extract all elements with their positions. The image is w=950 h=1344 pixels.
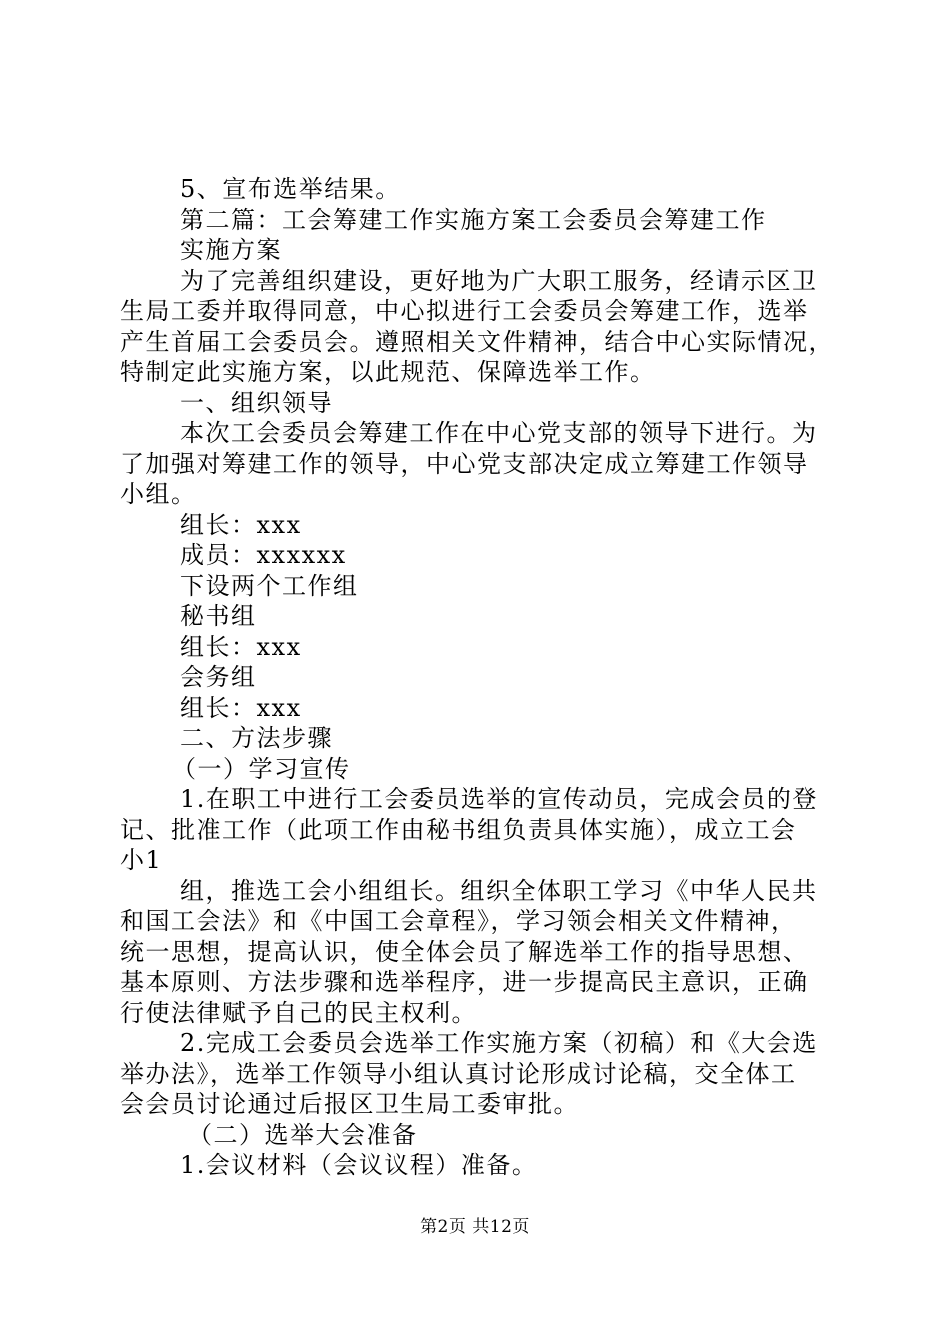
text-line: 会会员讨论通过后报区卫生局工委审批。 bbox=[120, 1090, 579, 1118]
text-line: 本次工会委员会筹建工作在中心党支部的领导下进行。为 bbox=[180, 419, 818, 447]
text-line: 基本原则、方法步骤和选举程序，进一步提高民主意识，正确 bbox=[120, 968, 809, 996]
page-footer: 第2页 共12页 bbox=[420, 1217, 530, 1237]
text-line: 产生首届工会委员会。遵照相关文件精神，结合中心实际情况， bbox=[120, 327, 834, 356]
text-line: 举办法》，选举工作领导小组认真讨论形成讨论稿，交全体工 bbox=[120, 1059, 797, 1088]
text-line: 下设两个工作组 bbox=[180, 571, 359, 600]
text-line: （二）选举大会准备 bbox=[188, 1120, 418, 1149]
text-line: 为了完善组织建设，更好地为广大职工服务，经请示区卫 bbox=[180, 266, 818, 295]
text-line: 统一思想，提高认识，使全体会员了解选举工作的指导思想、 bbox=[120, 937, 809, 966]
text-line: 第二篇：工会筹建工作实施方案工会委员会筹建工作 bbox=[180, 205, 767, 234]
text-line: 行使法律赋予自己的民主权利。 bbox=[120, 998, 477, 1027]
text-line: 二、方法步骤 bbox=[180, 724, 333, 752]
text-line: 一、组织领导 bbox=[180, 388, 333, 417]
document-body bbox=[120, 174, 832, 1181]
text-line: 小组。 bbox=[120, 480, 197, 508]
text-line: 实施方案 bbox=[180, 236, 282, 264]
text-line: 生局工委并取得同意，中心拟进行工会委员会筹建工作，选举 bbox=[120, 297, 809, 325]
text-line: 组，推选工会小组组长。组织全体职工学习《中华人民共 bbox=[180, 876, 818, 905]
text-line: 组长：xxx bbox=[180, 510, 302, 539]
text-line: 记、批准工作（此项工作由秘书组负责具体实施），成立工会 bbox=[120, 815, 797, 844]
text-line: 成员：xxxxxx bbox=[180, 541, 347, 569]
text-line: 特制定此实施方案，以此规范、保障选举工作。 bbox=[120, 358, 656, 386]
text-line: 秘书组 bbox=[180, 602, 257, 630]
text-line: （一）学习宣传 bbox=[172, 754, 351, 783]
text-line: 会务组 bbox=[180, 663, 257, 691]
text-line: 组长：xxx bbox=[180, 693, 302, 722]
text-line: 和国工会法》和《中国工会章程》，学习领会相关文件精神， bbox=[120, 907, 797, 935]
text-line: 了加强对筹建工作的领导，中心党支部决定成立筹建工作领导 bbox=[120, 449, 809, 478]
text-line: 2.完成工会委员会选举工作实施方案（初稿）和《大会选 bbox=[180, 1029, 818, 1057]
text-line: 1.在职工中进行工会委员选举的宣传动员，完成会员的登 bbox=[180, 785, 818, 813]
text-line: 小1 bbox=[120, 846, 163, 874]
text-line: 5、宣布选举结果。 bbox=[180, 175, 401, 203]
text-line: 组长：xxx bbox=[180, 632, 302, 661]
text-line: 1.会议材料（会议议程）准备。 bbox=[180, 1151, 538, 1179]
